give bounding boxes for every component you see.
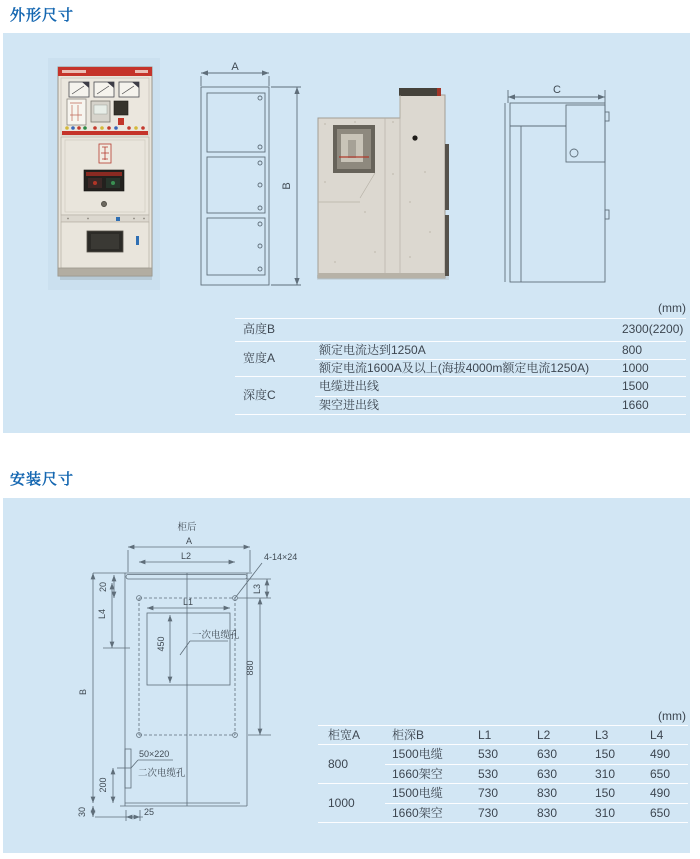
dim-l4: L4: [97, 608, 107, 620]
value-width-2: 1000: [622, 361, 649, 375]
red-button: [118, 118, 124, 125]
dim-880: 880: [245, 660, 255, 676]
cond-depth-1: 电缆进出线: [319, 379, 380, 393]
dim-30: 30: [77, 806, 87, 818]
dim-l3: L3: [252, 583, 262, 595]
front-dimension-drawing: [195, 60, 305, 292]
dim-l1: L1: [182, 597, 194, 607]
dim-450: 450: [156, 636, 166, 652]
col-header-l2: L2: [537, 728, 551, 742]
unit-label: (mm): [658, 301, 686, 315]
dim-25: 25: [144, 807, 155, 817]
cell: 650: [650, 806, 671, 820]
cell: 530: [478, 747, 499, 761]
param-width: 宽度A: [243, 351, 276, 365]
rear-label: 柜后: [177, 522, 197, 533]
cell: 1660架空: [392, 767, 443, 781]
dim-a-label: A: [231, 61, 239, 73]
secondary-cable-hole-label: 二次电缆孔: [138, 768, 186, 779]
col-header-l1: L1: [478, 728, 492, 742]
dim-b-label: B: [281, 182, 293, 190]
cell: 490: [650, 786, 671, 800]
primary-cable-hole-label: 一次电缆孔: [192, 630, 240, 641]
slot-size-label: 50×220: [139, 749, 170, 759]
group2-width: 1000: [328, 796, 355, 810]
cell: 310: [595, 767, 616, 781]
cell: 530: [478, 767, 499, 781]
cabinet-front-photo: [48, 58, 160, 290]
value-depth-1: 1500: [622, 379, 649, 393]
side-dimension-drawing: [500, 82, 615, 294]
cell: 310: [595, 806, 616, 820]
section1-title: 外形尺寸: [10, 7, 75, 24]
value-depth-2: 1660: [622, 398, 649, 412]
col-header-depth: 柜深B: [392, 728, 425, 742]
cell: 830: [537, 806, 558, 820]
dim-200: 200: [98, 777, 108, 793]
value-width-1: 800: [622, 343, 643, 357]
param-depth: 深度C: [243, 388, 276, 402]
door-knob: [101, 201, 106, 206]
unit-label: (mm): [658, 709, 686, 723]
dim-a: A: [185, 536, 193, 546]
cond-depth-2: 架空进出线: [319, 398, 380, 412]
dim-20: 20: [98, 581, 108, 593]
section2-title: 安装尺寸: [10, 471, 75, 488]
cell: 630: [537, 747, 558, 761]
holes-label: 4-14×24: [264, 552, 298, 562]
cell: 630: [537, 767, 558, 781]
dim-c-label: C: [553, 84, 561, 96]
col-header-width: 柜宽A: [328, 728, 361, 742]
cell: 150: [595, 786, 616, 800]
side-panel-photo: [315, 82, 455, 282]
col-header-l4: L4: [650, 728, 664, 742]
cell: 490: [650, 747, 671, 761]
cell: 150: [595, 747, 616, 761]
cell: 650: [650, 767, 671, 781]
cell: 730: [478, 786, 499, 800]
dim-l2: L2: [180, 551, 192, 561]
meters: [69, 82, 139, 97]
cell: 1500电缆: [392, 786, 443, 800]
param-height: 高度B: [243, 322, 276, 336]
dark-module: [114, 101, 128, 115]
cell: 730: [478, 806, 499, 820]
value-height: 2300(2200): [622, 322, 684, 336]
cond-width-2: 额定电流1600A及以上(海拔4000m额定电流1250A): [319, 361, 590, 375]
installation-drawing: [75, 508, 310, 828]
cell: 1660架空: [392, 806, 443, 820]
dim-b: B: [78, 688, 88, 696]
cell: 830: [537, 786, 558, 800]
group1-width: 800: [328, 757, 349, 771]
cond-width-1: 额定电流达到1250A: [319, 343, 426, 357]
cell: 1500电缆: [392, 747, 443, 761]
col-header-l3: L3: [595, 728, 609, 742]
top-rail: [399, 88, 441, 96]
